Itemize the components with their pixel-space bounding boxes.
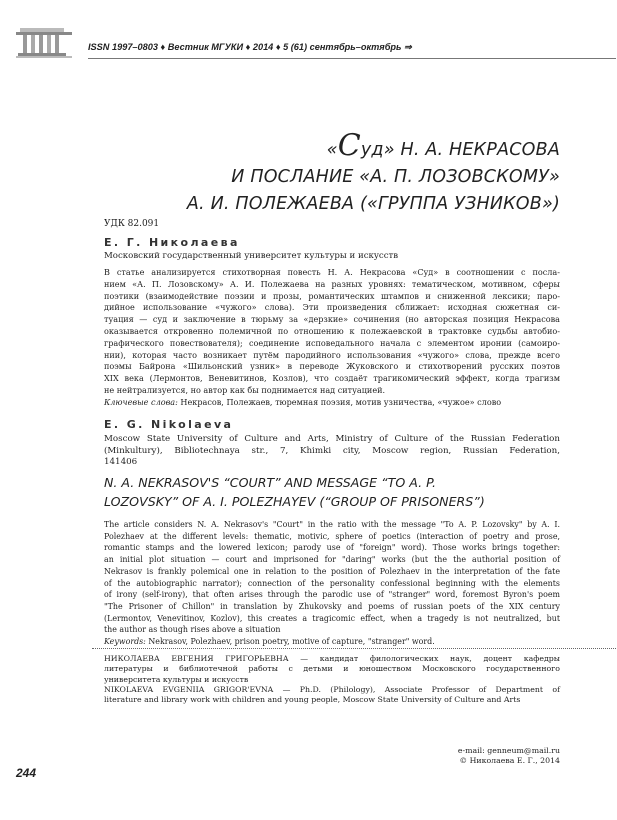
column-logo-icon	[14, 26, 74, 60]
title-line-2: И ПОСЛАНИЕ «А. П. ЛОЗОВСКОМУ»	[231, 167, 560, 187]
affiliation-ru: Московский государственный университет культуры и искусств	[104, 251, 399, 261]
copyright: © Николаева Е. Г., 2014	[459, 756, 560, 766]
author-name-en: E. G. Nikolaeva	[104, 418, 234, 431]
author-footnote: НИКОЛАЕВА ЕВГЕНИЯ ГРИГОРЬЕВНА — кандидат филологических наук, доцент кафедры литературы и библиотечной работы с детьми и юношеством Московского государственного университета культуры и искусств NIKOLAEVA EVGENIIA GRIGOR'EVNA — Ph.D. (Philology), Associate Professor of Department of literature and library work with children and young people, Moscow State University of Culture and Arts	[104, 654, 560, 705]
article-title-en: N. A. NEKRASOV'S “COURT” AND MESSAGE “TO A. P. LOZOVSKY” OF A. I. POLEZHAYEV (“GROUP OF PRISONERS”)	[104, 475, 485, 509]
page-number: 244	[16, 766, 37, 780]
keywords-en: Keywords: Nekrasov, Polezhaev, prison poetry, motive of capture, "stranger" word.	[104, 637, 435, 647]
abstract-en: The article considers N. A. Nekrasov's "Court" in the ratio with the message "To A. P. Lozovsky" by A. I. Polezhaev at the different levels: thematic, motivic, sphere of poetics (interaction of poetry and prose, romantic stamps and the lowered lexicon; parody use of "foreign" word). Those works brings together: an initial plot situation — court and imprisoned for "daring" works (but the the authorial position of Nekrasov is frankly polemical one in relation to the position of Polezhaev in the interpretation of the fate of the autobiographic narrator); connection of the personality confessional beginning with the elements of irony (self-irony), that often arises through the parodic use of "stranger" word, foremost Byron's poem "The Prisoner of Chillon" in translation by Zhukovsky and poems of russian poets of the XIX century (Lermontov, Venevitinov, Kozlov), this creates a tragicomic effect, when a tragedy is not neutralized, but the author as though rises above a situation Keywords: Nekrasov, Polezhaev, prison poetry, motive of capture, "stranger" word.	[104, 520, 560, 647]
journal-logo	[14, 26, 74, 60]
contact-info	[458, 746, 560, 767]
article-title-ru	[100, 128, 560, 218]
abstract-ru: В статье анализируется стихотворная повесть Н. А. Некрасова «Суд» в соотношении с посла- нием «А. П. Лозовскому» А. И. Полежаева на разных уровнях: тематическом, мотивном, сферы поэтики (взаимодействие поэзии и прозы, романтических штампов и сниженной лексики; паро- дийное использование «чужого» слова). Эти произведения сближает: исходная сюжетная си- туация — суд и заключение в тюрьму за «дерзкие» сочинения (но авторская позиция Некрасова оказывается откровенно полемичной по отношению к полежаевской в трактовке судьбы автобио- графического повествователя); соединение исповедального начала с элементом иронии (самоиро- нии), которая часто возникает путём пародийного использования «чужого» слова, прежде всего поэмы Байрона «Шильонский узник» в переводе Жуковского и стихотворений русских поэтов XIX века (Лермонтов, Веневитинов, Козлов), что создаёт трагикомический эффект, когда трагизм не нейтрализуется, но автор как бы поднимается над ситуацией. Ключевые слова: Некрасов, Полежаев, тюремная поэзия, мотив узничества, «чужое» слово	[104, 267, 560, 407]
udk-code: УДК 82.091	[104, 219, 160, 229]
journal-header: ISSN 1997–0803 ♦ Вестник МГУКИ ♦ 2014 ♦ 5 (61) сентябрь–октябрь ⇒	[88, 42, 412, 52]
footnote-divider	[92, 648, 616, 649]
title-line-3: А. И. ПОЛЕЖАЕВА («ГРУППА УЗНИКОВ»)	[186, 194, 560, 214]
title-drop-cap: С	[337, 128, 361, 163]
author-name-ru: Е. Г. Николаева	[104, 236, 240, 249]
title-line-1: «Суд» Н. А. НЕКРАСОВА	[326, 128, 560, 163]
affiliation-en: Moscow State University of Culture and Arts, Ministry of Culture of the Russian Federation (Minkultury), Bibliotechnaya str., 7, Khimki city, Moscow region, Russian Federation, 141406	[104, 434, 560, 468]
keywords-ru: Ключевые слова: Некрасов, Полежаев, тюремная поэзия, мотив узничества, «чужое» слово	[104, 396, 502, 407]
header-divider	[88, 58, 616, 59]
email-link[interactable]: e-mail: genneum@mail.ru	[457, 746, 560, 755]
